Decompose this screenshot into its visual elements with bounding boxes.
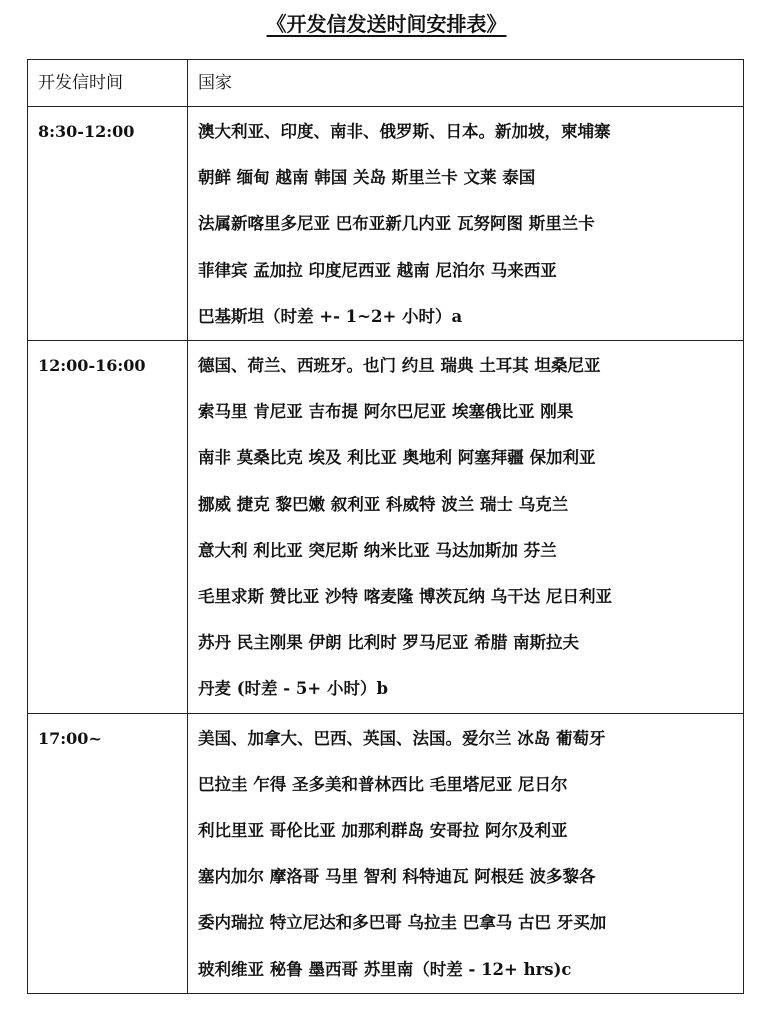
table-row <box>28 713 744 993</box>
country-cell <box>188 341 744 714</box>
header-country: 国家 <box>188 60 744 107</box>
country-line: 法属新喀里多尼亚 巴布亚新几内亚 瓦努阿图 斯里兰卡 <box>198 214 595 234</box>
country-line: 委内瑞拉 特立尼达和多巴哥 乌拉圭 巴拿马 古巴 牙买加 <box>198 913 607 933</box>
table-row <box>28 341 744 714</box>
country-line: 澳大利亚、印度、南非、俄罗斯、日本。新加坡，柬埔寨 <box>198 122 611 141</box>
time-slot: 8:30-12:00 <box>38 122 135 141</box>
country-line: 毛里求斯 赞比亚 沙特 喀麦隆 博茨瓦纳 乌干达 尼日利亚 <box>198 587 612 607</box>
country-line: 利比里亚 哥伦比亚 加那利群岛 安哥拉 阿尔及利亚 <box>198 821 568 841</box>
time-cell <box>28 713 188 993</box>
country-line: 南非 莫桑比克 埃及 利比亚 奥地利 阿塞拜疆 保加利亚 <box>198 448 596 468</box>
page-title-text: 《开发信发送时间安排表》 <box>266 12 507 36</box>
time-cell <box>28 341 188 714</box>
country-line: 美国、加拿大、巴西、英国、法国。爱尔兰 冰岛 葡萄牙 <box>198 728 606 748</box>
country-line: 苏丹 民主刚果 伊朗 比利时 罗马尼亚 希腊 南斯拉夫 <box>198 633 579 653</box>
country-line: 塞内加尔 摩洛哥 马里 智利 科特迪瓦 阿根廷 波多黎各 <box>198 867 596 887</box>
country-line: 意大利 利比亚 突尼斯 纳米比亚 马达加斯加 芬兰 <box>198 540 557 560</box>
table-row <box>28 107 744 341</box>
page-title <box>0 8 773 40</box>
country-line: 巴拉圭 乍得 圣多美和普林西比 毛里塔尼亚 尼日尔 <box>198 774 568 794</box>
country-line: 朝鲜 缅甸 越南 韩国 关岛 斯里兰卡 文莱 泰国 <box>198 168 536 188</box>
time-slot: 17:00~ <box>38 728 102 748</box>
country-line: 巴基斯坦（时差 +- 1~2+ 小时）a <box>198 306 463 326</box>
country-cell <box>188 713 744 993</box>
country-cell <box>188 107 744 341</box>
country-line: 丹麦 (时差 - 5+ 小时）b <box>198 679 388 699</box>
schedule-table <box>27 59 744 994</box>
country-line: 挪威 捷克 黎巴嫩 叙利亚 科威特 波兰 瑞士 乌克兰 <box>198 494 569 514</box>
table-header-row <box>28 60 744 107</box>
time-slot: 12:00-16:00 <box>38 356 146 376</box>
country-line: 索马里 肯尼亚 吉布提 阿尔巴尼亚 埃塞俄比亚 刚果 <box>198 402 574 422</box>
header-time: 开发信时间 <box>28 60 188 107</box>
country-line: 德国、荷兰、西班牙。也门 约旦 瑞典 土耳其 坦桑尼亚 <box>198 356 601 376</box>
time-cell <box>28 107 188 341</box>
country-line: 玻利维亚 秘鲁 墨西哥 苏里南（时差 - 12+ hrs)c <box>198 959 572 979</box>
country-line: 菲律宾 孟加拉 印度尼西亚 越南 尼泊尔 马来西亚 <box>198 260 557 280</box>
